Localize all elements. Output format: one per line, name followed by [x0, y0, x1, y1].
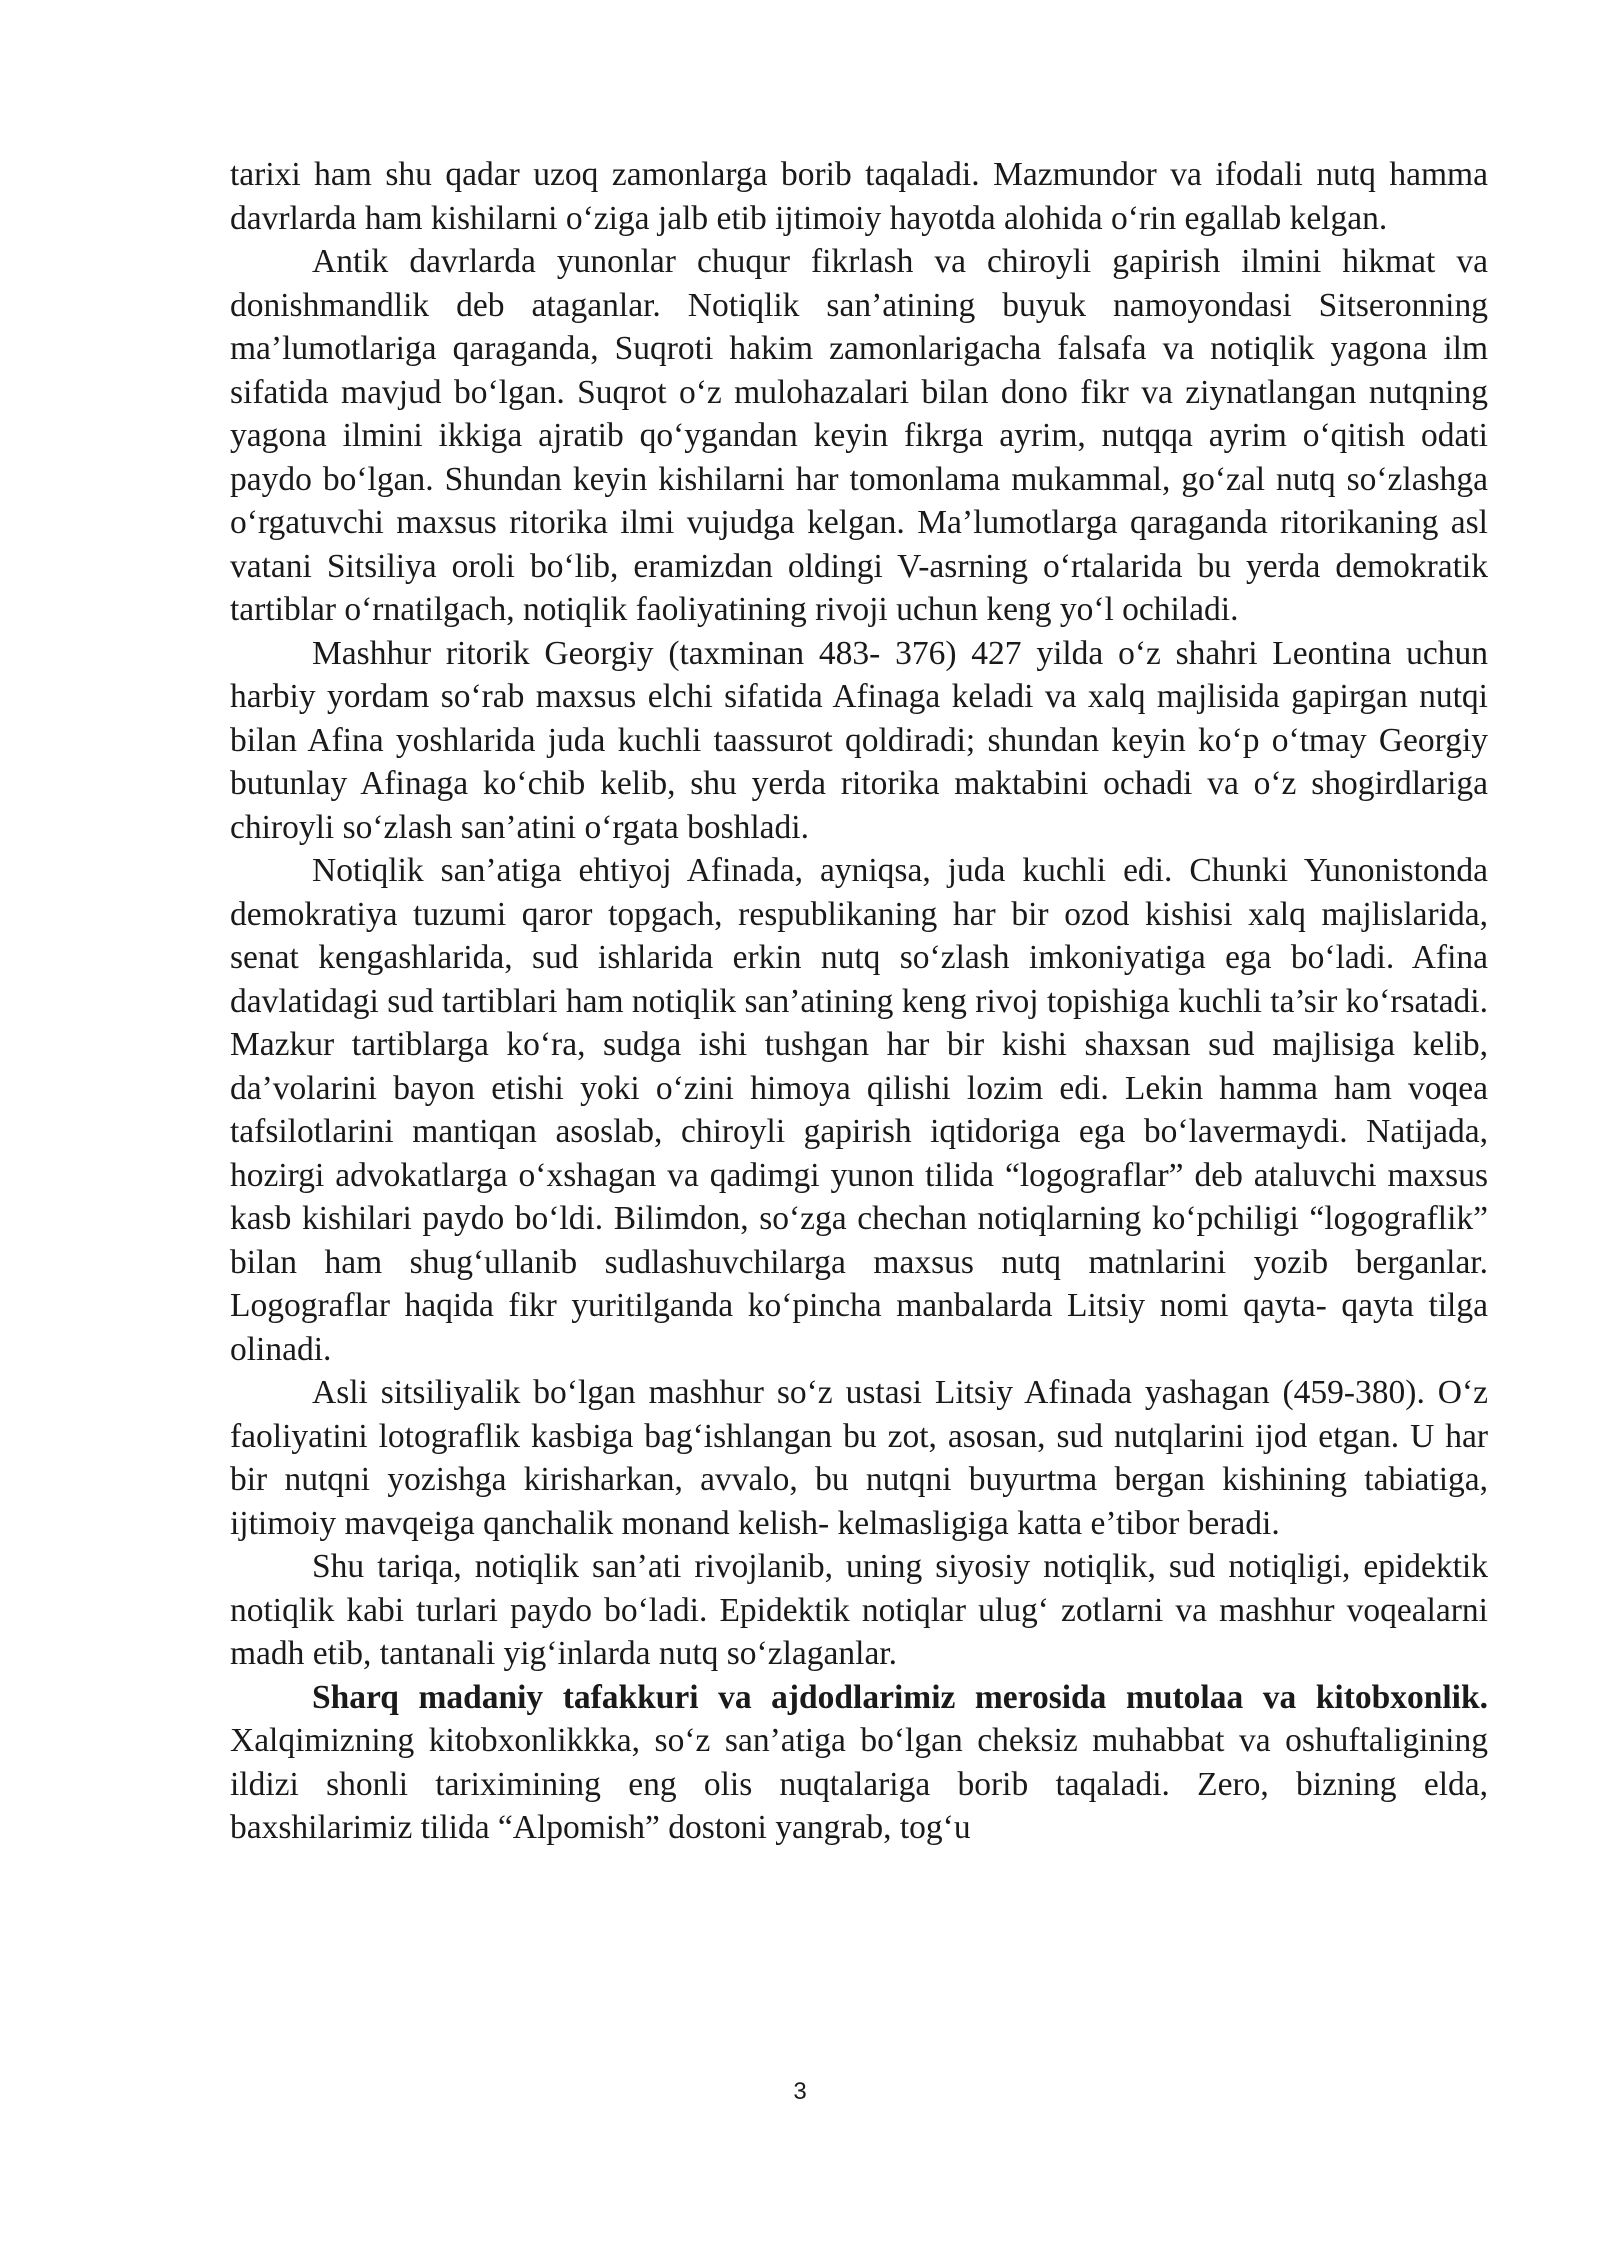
paragraph-text: Mashhur ritorik Georgiy (taxminan 483- 376) 427 yilda o‘z shahri Leontina uchun harbiy yordam so‘rab maxsus elchi sifatida Afinaga keladi va xalq majlisida gapirgan nutqi bilan Afina yoshlarida juda kuchli taassurot qoldiradi; shundan keyin ko‘p o‘tmay Georgiy butunlay Afinaga ko‘chib kelib, shu yerda ritorika maktabini ochadi va o‘z shogirdlariga chiroyli so‘zlash san’atini o‘rgata boshladi. [230, 634, 1488, 846]
paragraph-7 [230, 1676, 1488, 1850]
paragraph-6 [230, 1545, 1488, 1676]
paragraph-text: Asli sitsiliyalik bo‘lgan mashhur so‘z ustasi Litsiy Afinada yashagan (459-380). O‘z faoliyatini lotograflik kasbiga bag‘ishlangan bu zot, asosan, sud nutqlarini ijod etgan. U har bir nutqni yozishga kirisharkan, avvalo, bu nutqni buyurtma bergan kishining tabiatiga, ijtimoiy mavqeiga qanchalik monand kelish- kelmasligiga katta e’tibor beradi. [230, 1374, 1488, 1542]
page-number: 3 [793, 2078, 807, 2105]
section-heading: Sharq madaniy tafakkuri va ajdodlarimiz merosida mutolaa va kitobxonlik. [312, 1678, 1488, 1716]
paragraph-text: tarixi ham shu qadar uzoq zamonlarga borib taqaladi. Mazmundor va ifodali nutq hamma davrlarda ham kishilarni o‘ziga jalb etib ijtimoiy hayotda alohida o‘rin egallab kelgan. [230, 156, 1488, 237]
paragraph-1 [230, 153, 1488, 240]
paragraph-5 [230, 1371, 1488, 1545]
body-text [230, 153, 1488, 1850]
paragraph-3 [230, 632, 1488, 850]
paragraph-text: Antik davrlarda yunonlar chuqur fikrlash va chiroyli gapirish ilmini hikmat va donishmandlik deb ataganlar. Notiqlik san’atining buyuk namoyondasi Sitseronning ma’lumotlariga qaraganda, Suqroti hakim zamonlarigacha falsafa va notiqlik yagona ilm sifatida mavjud bo‘lgan. Suqrot o‘z mulohazalari bilan dono fikr va ziynatlangan nutqning yagona ilmini ikkiga ajratib qo‘ygandan keyin fikrga ayrim, nutqqa ayrim o‘qitish odati paydo bo‘lgan. Shundan keyin kishilarni har tomonlama mukammal, go‘zal nutq so‘zlashga o‘rgatuvchi maxsus ritorika ilmi vujudga kelgan. Ma’lumotlarga qaraganda ritorikaning asl vatani Sitsiliya oroli bo‘lib, eramizdan oldingi V-asrning o‘rtalarida bu yerda demokratik tartiblar o‘rnatilgach, notiqlik faoliyatining rivoji uchun keng yo‘l ochiladi. [230, 243, 1488, 628]
paragraph-2 [230, 240, 1488, 632]
paragraph-text: Shu tariqa, notiqlik san’ati rivojlanib, uning siyosiy notiqlik, sud notiqligi, epidektik notiqlik kabi turlari paydo bo‘ladi. Epidektik notiqlar ulug‘ zotlarni va mashhur voqealarni madh etib, tantanali yig‘inlarda nutq so‘zlaganlar. [230, 1548, 1488, 1672]
paragraph-4 [230, 849, 1488, 1371]
paragraph-text: Notiqlik san’atiga ehtiyoj Afinada, ayniqsa, juda kuchli edi. Chunki Yunonistonda demokratiya tuzumi qaror topgach, respublikaning har bir ozod kishisi xalq majlislarida, senat kengashlarida, sud ishlarida erkin nutq so‘zlash imkoniyatiga ega bo‘ladi. Afina davlatidagi sud tartiblari ham notiqlik san’atining keng rivoj topishiga kuchli ta’sir ko‘rsatadi. Mazkur tartiblarga ko‘ra, sudga ishi tushgan har bir kishi shaxsan sud majlisiga kelib, da’volarini bayon etishi yoki o‘zini himoya qilishi lozim edi. Lekin hamma ham voqea tafsilotlarini mantiqan asoslab, chiroyli gapirish iqtidoriga ega bo‘lavermaydi. Natijada, hozirgi advokatlarga o‘xshagan va qadimgi yunon tilida “logograflar” deb ataluvchi maxsus kasb kishilari paydo bo‘ldi. Bilimdon, so‘zga chechan notiqlarning ko‘pchiligi “logograflik” bilan ham shug‘ullanib sudlashuvchilarga maxsus nutq matnlarini yozib berganlar. Logograflar haqida fikr yuritilganda ko‘pincha manbalarda Litsiy nomi qayta- qayta tilga olinadi. [230, 852, 1488, 1368]
paragraph-text: Xalqimizning kitobxonlikkka, so‘z san’atiga bo‘lgan cheksiz muhabbat va oshuftaligining ildizi shonli tariximining eng olis nuqtalariga borib taqaladi. Zero, bizning elda, baxshilarimiz tilida “Alpomish” dostoni yangrab, tog‘u [230, 1722, 1488, 1846]
